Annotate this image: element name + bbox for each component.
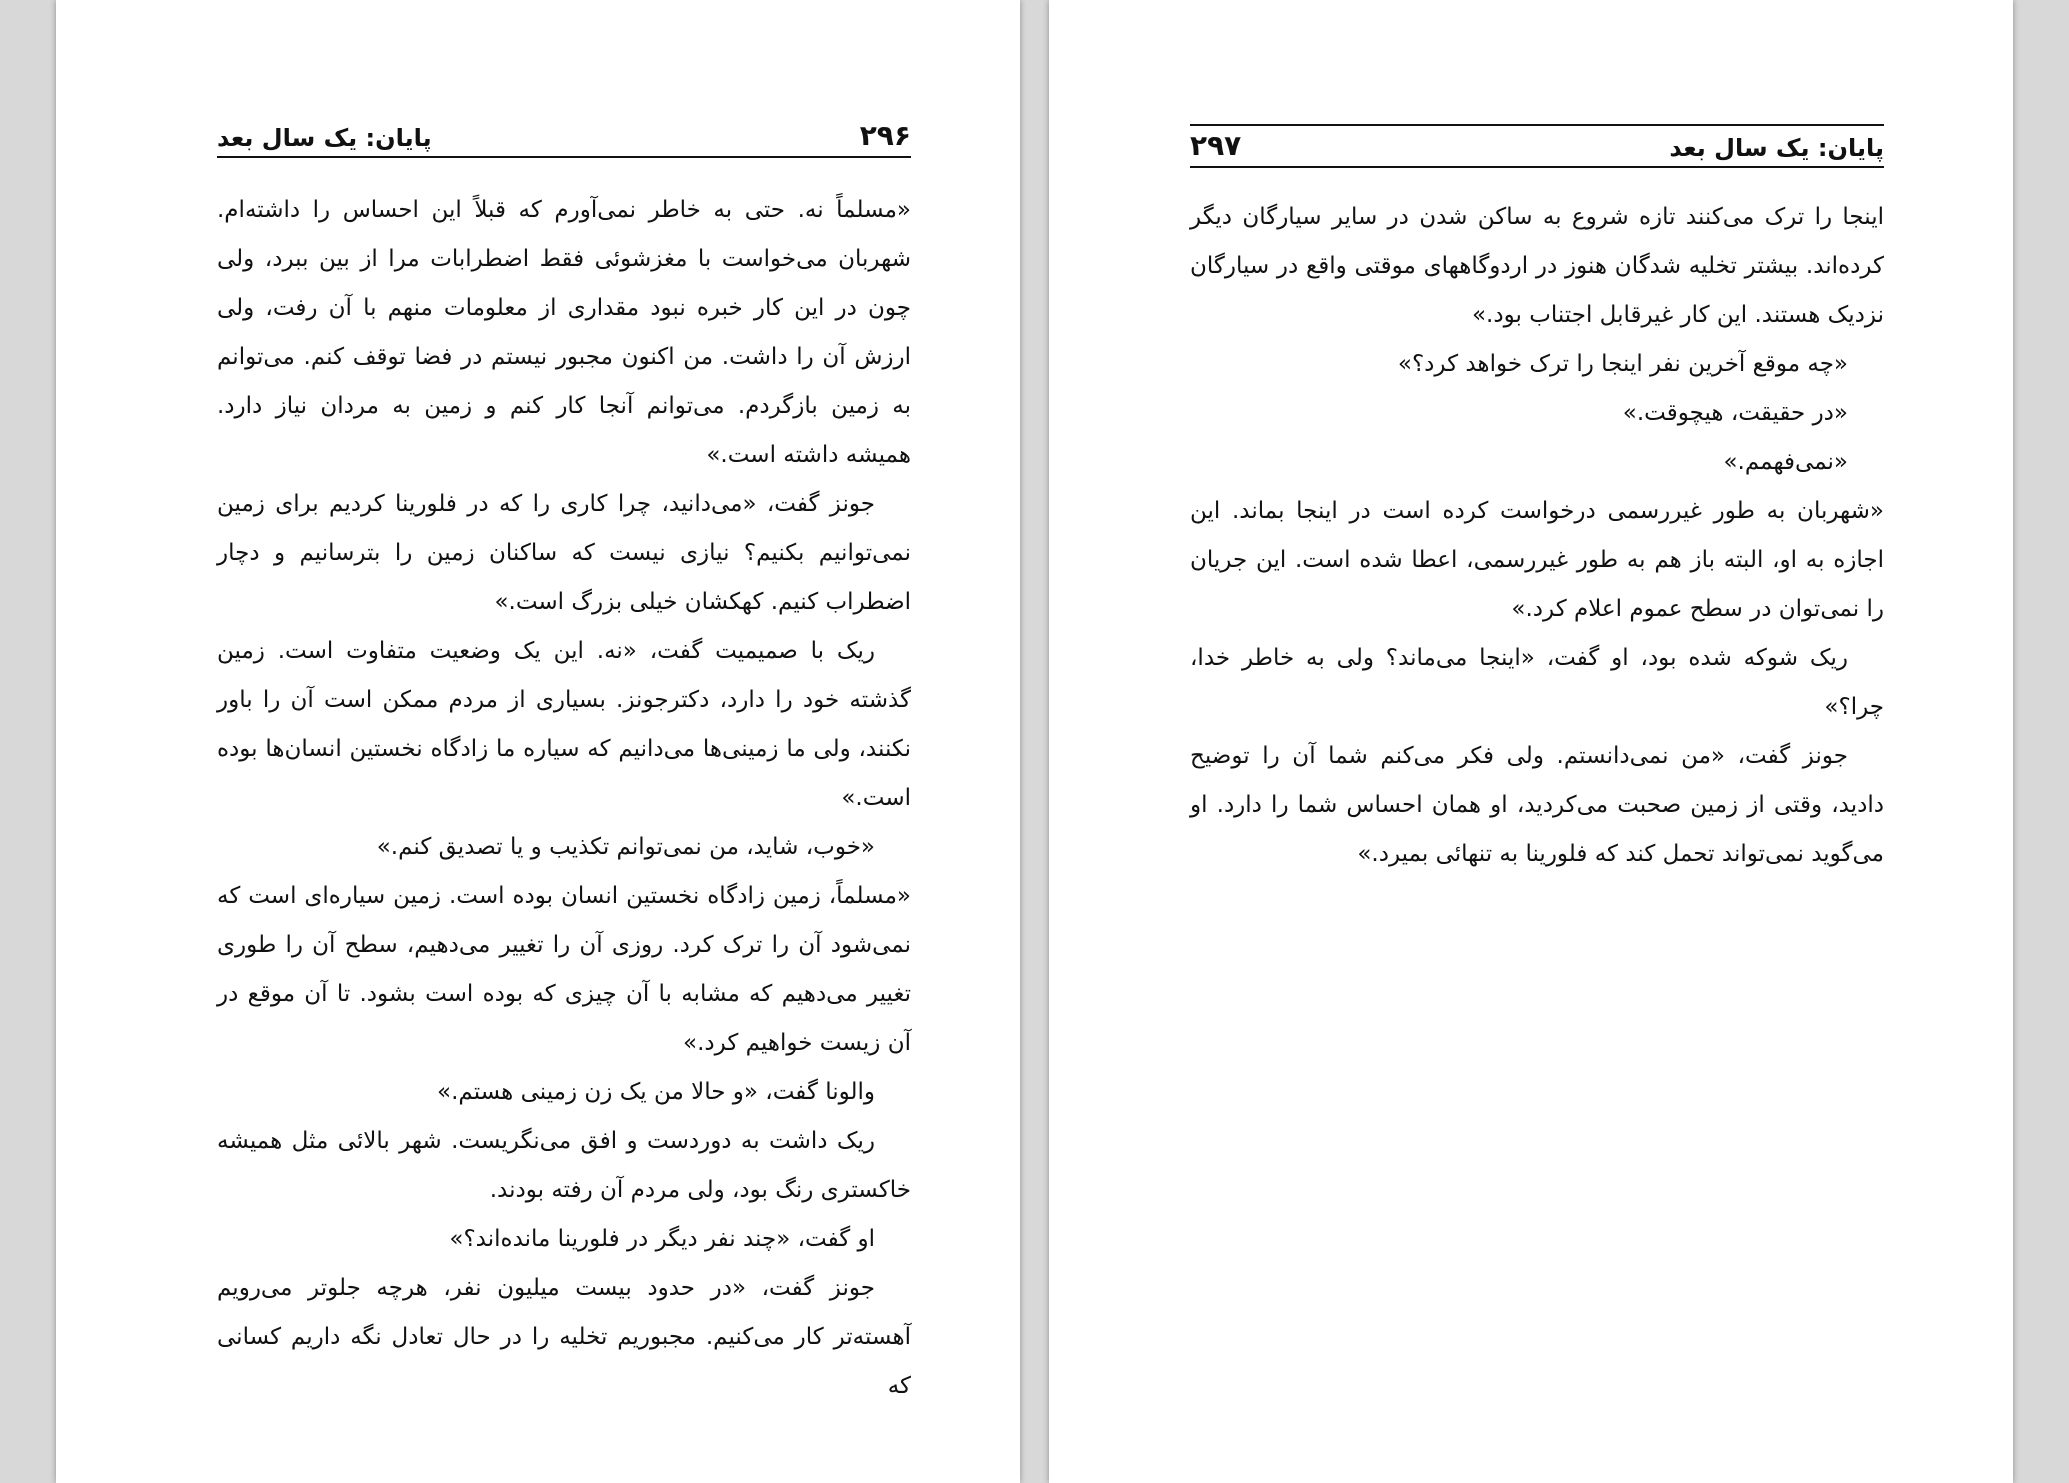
page-body-text: [217, 186, 911, 1411]
paragraph: جونز گفت، «من نمی‌دانستم. ولی فکر می‌کنم شما آن را توضیح دادید، وقتی از زمین صحبت می‌کردید، او همان احساس شما را دارد. او می‌گوید نمی‌تواند تحمل کند که فلورینا به تنهائی بمیرد.»: [1190, 743, 1884, 867]
paragraph: «چه موقع آخرین نفر اینجا را ترک خواهد کرد؟»: [1397, 351, 1848, 377]
page-body-text: [1190, 193, 1884, 879]
paragraph: «مسلماً، زمین زادگاه نخستین انسان بوده است. زمین سیاره‌ای است که نمی‌شود آن را ترک کرد. روزی آن را تغییر می‌دهیم، سطح آن را طوری تغییر می‌دهیم که مشابه با آن چیزی که بوده است بشود. تا آن موقع در آن زیست خواهیم کرد.»: [217, 883, 911, 1056]
paragraph: «نمی‌فهمم.»: [1723, 449, 1848, 475]
paragraph: اینجا را ترک می‌کنند تازه شروع به ساکن شدن در سایر سیارگان دیگر کرده‌اند. بیشتر تخلیه شدگان هنوز در اردوگاههای موقتی واقع در سیارگان نزدیک هستند. این کار غیرقابل اجتناب بود.»: [1190, 204, 1884, 328]
paragraph: والونا گفت، «و حالا من یک زن زمینی هستم.»: [437, 1079, 875, 1105]
paragraph: ریک شوکه شده بود، او گفت، «اینجا می‌ماند؟ ولی به خاطر خدا، چرا؟»: [1190, 645, 1884, 720]
chapter-title: پایان: یک سال بعد: [1669, 134, 1884, 162]
paragraph: جونز گفت، «در حدود بیست میلیون نفر، هرچه جلوتر می‌رویم آهسته‌تر کار می‌کنیم. مجبوریم تخلیه را در حال تعادل نگه داریم کسانی که: [217, 1275, 911, 1399]
paragraph: «خوب، شاید، من نمی‌توانم تکذیب و یا تصدیق کنم.»: [376, 834, 875, 860]
running-header: [217, 116, 911, 158]
paragraph: ریک داشت به دوردست و افق می‌نگریست. شهر بالائی مثل همیشه خاکستری رنگ بود، ولی مردم آن رفته بودند.: [217, 1128, 911, 1203]
paragraph: او گفت، «چند نفر دیگر در فلورینا مانده‌اند؟»: [449, 1226, 875, 1252]
page-number: ۲۹۶: [859, 119, 911, 152]
paragraph: ریک با صمیمیت گفت، «نه. این یک وضعیت متفاوت است. زمین گذشته خود را دارد، دکترجونز. بسیاری از مردم ممکن است آن را باور نکنند، ولی ما زمینی‌ها می‌دانیم که سیاره ما زادگاه نخستین انسان‌ها بوده است.»: [217, 638, 911, 811]
paragraph: «مسلماً نه. حتی به خاطر نمی‌آورم که قبلاً این احساس را داشته‌ام. شهربان می‌خواست با مغزشوئی فقط اضطرابات مرا از بین ببرد، ولی چون در این کار خبره نبود مقداری از معلومات منهم با آن رفت، ولی ارزش آن را داشت. من اکنون مجبور نیستم در فضا توقف کنم. می‌توانم به زمین بازگردم. می‌توانم آنجا کار کنم و زمین به مردان نیاز دارد. همیشه داشته است.»: [217, 197, 911, 468]
paragraph: «در حقیقت، هیچوقت.»: [1622, 400, 1848, 426]
paragraph: جونز گفت، «می‌دانید، چرا کاری را که در فلورینا کردیم برای زمین نمی‌توانیم بکنیم؟ نیازی نیست که ساکنان زمین را بترسانیم و دچار اضطراب کنیم. کهکشان خیلی بزرگ است.»: [217, 491, 911, 615]
chapter-title: پایان: یک سال بعد: [217, 124, 432, 152]
page-number: ۲۹۷: [1190, 129, 1242, 162]
book-page-left: [56, 0, 1020, 1483]
paragraph: «شهربان به طور غیررسمی درخواست کرده است در اینجا بماند. این اجازه به او، البته باز هم به طور غیررسمی، اعطا شده است. این جریان را نمی‌توان در سطح عموم اعلام کرد.»: [1190, 498, 1884, 622]
header-rule: [1190, 124, 1884, 126]
book-page-right: [1049, 0, 2013, 1483]
running-header: [1190, 126, 1884, 168]
